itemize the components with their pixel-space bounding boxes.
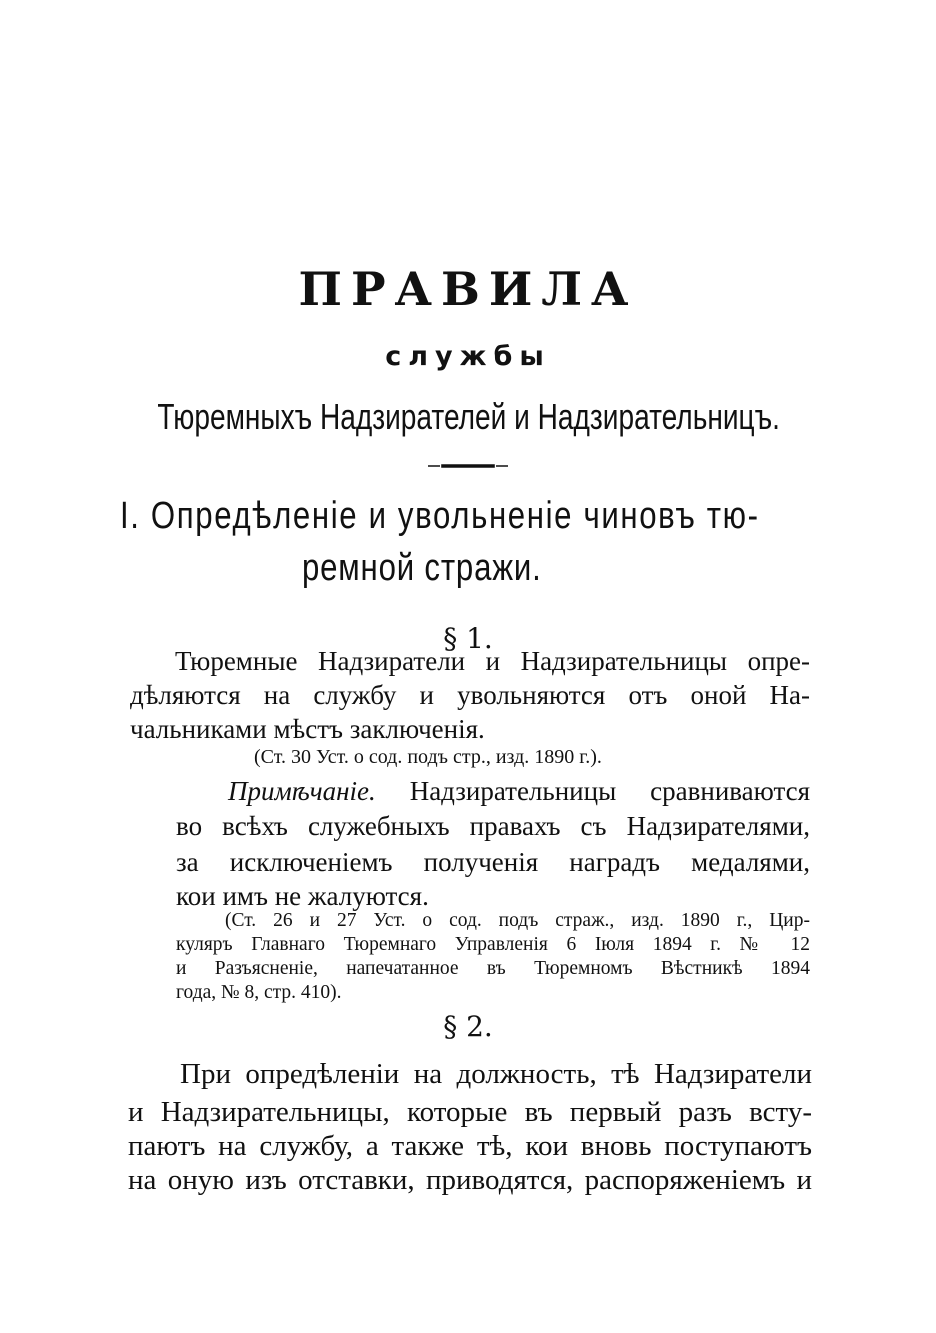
document-subtitle: службы xyxy=(385,341,551,372)
section-1-note-line: кои имъ не жалуются. xyxy=(176,881,429,911)
section-1-note-line: за исключеніемъ полученія наградъ медалями, xyxy=(176,847,810,877)
chapter-heading-line-2: ремной стражи. xyxy=(302,547,542,589)
section-1-note-citation-line: и Разъясненіе, напечатанное въ Тюремномъ Вѣстникѣ 1894 xyxy=(176,958,810,979)
section-1-note-line: во всѣхъ служебныхъ правахъ съ Надзирателями, xyxy=(176,811,810,841)
section-1-text-line: Тюремные Надзиратели и Надзирательницы опре- xyxy=(175,646,810,676)
section-1-note-citation-line: куляръ Главнаго Тюремнаго Управленія 6 Іюля 1894 г. № 12 xyxy=(176,934,810,955)
section-2-text-line: При опредѣленіи на должность, тѣ Надзиратели xyxy=(180,1058,812,1090)
chapter-heading-line-1: I. Опредѣленіе и увольненіе чиновъ тю- xyxy=(120,495,760,537)
section-1-note-citation-line: года, № 8, стр. 410). xyxy=(176,982,342,1003)
section-1-note-citation-line: (Ст. 26 и 27 Уст. о сод. подъ страж., изд. 1890 г., Цир- xyxy=(225,910,810,931)
section-2-text-line: паютъ на службу, а также тѣ, кои вновь поступаютъ xyxy=(128,1130,812,1162)
section-2-sign: § 2. xyxy=(443,1010,493,1043)
section-1-text-line: чальниками мѣстъ заключенія. xyxy=(130,714,485,744)
document-title: ПРАВИЛА xyxy=(298,262,638,316)
section-1-note-line xyxy=(228,776,810,807)
section-1-citation: (Ст. 30 Уст. о сод. подъ стр., изд. 1890 г.). xyxy=(254,746,602,768)
document-subtitle-2: Тюремныхъ Надзирателей и Надзирательницъ. xyxy=(157,396,780,437)
section-1-sign: § 1. xyxy=(443,622,493,655)
section-2-text-line: на оную изъ отставки, приводятся, распоряженіемъ и xyxy=(128,1164,812,1196)
section-2-text-line: и Надзирательницы, которые въ первый разъ всту- xyxy=(128,1096,812,1128)
note-text: Надзирательницы сравниваются xyxy=(375,776,810,806)
ornament-divider xyxy=(428,464,508,468)
note-label: Примѣчаніе. xyxy=(228,776,376,806)
section-1-text-line: дѣляются на службу и увольняются отъ оной На- xyxy=(130,680,810,710)
